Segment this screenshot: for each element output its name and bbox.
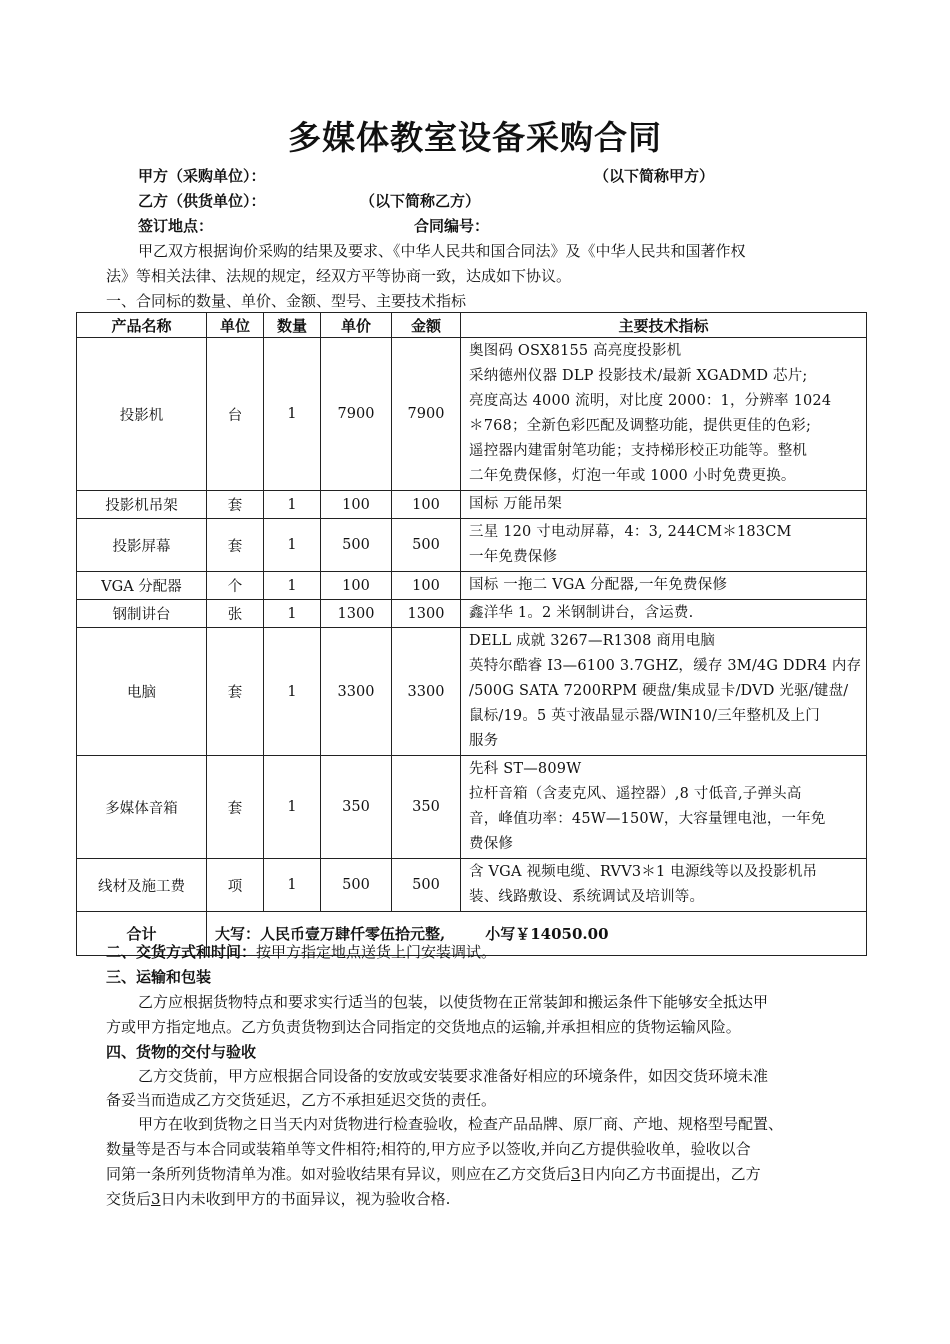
- cell-name: 投影屏幕: [77, 519, 207, 572]
- cell-qty: 1: [264, 600, 321, 628]
- intro-line-2: 法》等相关法律、法规的规定，经双方平等协商一致，达成如下协议。: [106, 267, 572, 285]
- cell-spec: [461, 859, 867, 912]
- spec-line: 音，峰值功率：45W—150W，大容量锂电池，一年免: [469, 811, 826, 827]
- cell-spec: [461, 756, 867, 859]
- spec-line: 鑫洋华 1。2 米钢制讲台，含运费.: [469, 605, 694, 621]
- party-a-note: （以下简称甲方）: [594, 167, 715, 185]
- section-4-title: 四、货物的交付与验收: [106, 1043, 257, 1061]
- spec-line: ＊768；全新色彩匹配及调整功能，提供更佳的色彩;: [469, 418, 812, 434]
- cell-unit: 套: [207, 756, 264, 859]
- spec-line: DELL 成就 3267—R1308 商用电脑: [469, 633, 716, 649]
- spec-line: 亮度高达 4000 流明，对比度 2000：1，分辨率 1024: [469, 393, 832, 409]
- cell-spec: [461, 628, 867, 756]
- cell-unit: 台: [207, 338, 264, 491]
- cell-unit: 项: [207, 859, 264, 912]
- party-b-note: （以下简称乙方）: [360, 192, 481, 210]
- cell-spec: [461, 338, 867, 491]
- table-row: [77, 491, 867, 519]
- document-title: 多媒体教室设备采购合同: [288, 118, 662, 157]
- cell-price: 500: [321, 519, 392, 572]
- spec-line: 国标 万能吊架: [469, 496, 563, 512]
- cell-qty: 1: [264, 859, 321, 912]
- total-label: 合计: [77, 912, 207, 956]
- total-in-words: 大写：人民币壹万肆仟零伍拾元整,: [215, 925, 446, 943]
- cell-name: 电脑: [77, 628, 207, 756]
- cell-qty: 1: [264, 491, 321, 519]
- cell-name: 投影机: [77, 338, 207, 491]
- sign-place-label: 签订地点：: [138, 217, 214, 235]
- cell-spec: [461, 491, 867, 519]
- cell-unit: 套: [207, 628, 264, 756]
- party-a-label: 甲方（采购单位）：: [138, 167, 266, 185]
- total-in-figures: 小写￥14050.00: [485, 925, 609, 943]
- spec-line: 英特尔酷睿 I3—6100 3.7GHZ，缓存 3M/4G DDR4 内存: [469, 658, 862, 674]
- cell-amount: 500: [392, 859, 461, 912]
- section-2: [106, 941, 496, 962]
- spec-line: 三星 120 寸电动屏幕，4：3, 244CM＊183CM: [469, 524, 792, 540]
- spec-line: 遥控器内建雷射笔功能；支持梯形校正功能等。整机: [469, 443, 808, 459]
- cell-amount: 1300: [392, 600, 461, 628]
- p2-line-3-text-b: 日内向乙方书面提出，乙方: [580, 1165, 761, 1183]
- cell-unit: 张: [207, 600, 264, 628]
- table-row: [77, 628, 867, 756]
- cell-name: 钢制讲台: [77, 600, 207, 628]
- acceptance-days-2: 3: [151, 1190, 161, 1208]
- spec-line: 奥图码 OSX8155 高亮度投影机: [469, 343, 682, 359]
- cell-name: 多媒体音箱: [77, 756, 207, 859]
- spec-line: 费保修: [469, 836, 514, 852]
- header-specifications: 主要技术指标: [461, 313, 867, 338]
- p2-line-4-text-b: 日内未收到甲方的书面异议，视为验收合格.: [160, 1190, 451, 1208]
- party-b-label: 乙方（供货单位）：: [138, 192, 266, 210]
- cell-qty: 1: [264, 572, 321, 600]
- table-header-row: [77, 313, 867, 338]
- spec-line: 拉杆音箱（含麦克风、遥控器）,8 寸低音,子弹头高: [469, 786, 802, 802]
- spec-line: 含 VGA 视频电缆、RVV3＊1 电源线等以及投影机吊: [469, 864, 818, 880]
- cell-qty: 1: [264, 338, 321, 491]
- header-product-name: 产品名称: [77, 313, 207, 338]
- cell-amount: 350: [392, 756, 461, 859]
- p2-line-4-text-a: 交货后: [106, 1190, 152, 1208]
- contract-number-label: 合同编号：: [414, 217, 490, 235]
- cell-name: VGA 分配器: [77, 572, 207, 600]
- section-4-p2-line-1: 甲方在收到货物之日当天内对货物进行检查验收，检查产品品牌、原厂商、产地、规格型号配置、: [138, 1115, 784, 1133]
- acceptance-days-1: 3: [571, 1165, 581, 1183]
- cell-amount: 3300: [392, 628, 461, 756]
- p2-line-3-text-a: 同第一条所列货物清单为准。如对验收结果有异议，则应在乙方交货后: [106, 1165, 572, 1183]
- header-unit-price: 单价: [321, 313, 392, 338]
- section-3-line-1: 乙方应根据货物特点和要求实行适当的包装，以使货物在正常装卸和搬运条件下能够安全抵达甲: [138, 993, 769, 1011]
- cell-price: 100: [321, 491, 392, 519]
- cell-amount: 100: [392, 572, 461, 600]
- header-amount: 金额: [392, 313, 461, 338]
- header-unit: 单位: [207, 313, 264, 338]
- cell-price: 350: [321, 756, 392, 859]
- header-quantity: 数量: [264, 313, 321, 338]
- section-4-p1-line-1: 乙方交货前，甲方应根据合同设备的安放或安装要求准备好相应的环境条件，如因交货环境未准: [138, 1067, 769, 1085]
- spec-line: 鼠标/19。5 英寸液晶显示器/WIN10/三年整机及上门: [469, 708, 821, 724]
- cell-unit: 套: [207, 491, 264, 519]
- items-table: [76, 312, 867, 956]
- section-4-p1-line-2: 备妥当而造成乙方交货延迟，乙方不承担延迟交货的责任。: [106, 1091, 497, 1109]
- section-2-text: 按甲方指定地点送货上门安装调试。: [256, 943, 497, 961]
- spec-line: 二年免费保修，灯泡一年或 1000 小时免费更换。: [469, 468, 796, 484]
- section-4-p2-line-2: 数量等是否与本合同或装箱单等文件相符;相符的,甲方应予以签收,并向乙方提供验收单，验收以合: [106, 1140, 751, 1158]
- spec-line: 装、线路敷设、系统调试及培训等。: [469, 889, 705, 905]
- cell-unit: 个: [207, 572, 264, 600]
- cell-spec: [461, 572, 867, 600]
- cell-price: 100: [321, 572, 392, 600]
- spec-line: 国标 一拖二 VGA 分配器,一年免费保修: [469, 577, 728, 593]
- section-3-title: 三、运输和包装: [106, 968, 212, 986]
- table-row: [77, 572, 867, 600]
- cell-name: 投影机吊架: [77, 491, 207, 519]
- cell-spec: [461, 600, 867, 628]
- intro-line-1: 甲乙双方根据询价采购的结果及要求、《中华人民共和国合同法》及《中华人民共和国著作权: [138, 242, 746, 260]
- cell-spec: [461, 519, 867, 572]
- table-row: [77, 600, 867, 628]
- cell-amount: 100: [392, 491, 461, 519]
- section-4-p2-line-4: [106, 1188, 450, 1209]
- table-row: [77, 756, 867, 859]
- spec-line: 采纳德州仪器 DLP 投影技术/最新 XGADMD 芯片;: [469, 368, 808, 384]
- spec-line: 一年免费保修: [469, 549, 558, 565]
- section-1-title: 一、合同标的数量、单价、金额、型号、主要技术指标: [106, 292, 467, 310]
- spec-line: 先科 ST—809W: [469, 761, 582, 777]
- table-row: [77, 519, 867, 572]
- cell-unit: 套: [207, 519, 264, 572]
- cell-qty: 1: [264, 756, 321, 859]
- cell-price: 1300: [321, 600, 392, 628]
- table-row: [77, 338, 867, 491]
- cell-qty: 1: [264, 519, 321, 572]
- cell-qty: 1: [264, 628, 321, 756]
- section-2-title: 二、交货方式和时间：: [106, 943, 257, 961]
- spec-line: /500G SATA 7200RPM 硬盘/集成显卡/DVD 光驱/键盘/: [469, 683, 849, 699]
- spec-line: 服务: [469, 733, 499, 749]
- cell-price: 7900: [321, 338, 392, 491]
- cell-name: 线材及施工费: [77, 859, 207, 912]
- cell-price: 500: [321, 859, 392, 912]
- section-3-line-2: 方或甲方指定地点。乙方负责货物到达合同指定的交货地点的运输,并承担相应的货物运输风险。: [106, 1018, 741, 1036]
- section-4-p2-line-3: [106, 1163, 761, 1184]
- cell-amount: 500: [392, 519, 461, 572]
- cell-price: 3300: [321, 628, 392, 756]
- cell-amount: 7900: [392, 338, 461, 491]
- table-row: [77, 859, 867, 912]
